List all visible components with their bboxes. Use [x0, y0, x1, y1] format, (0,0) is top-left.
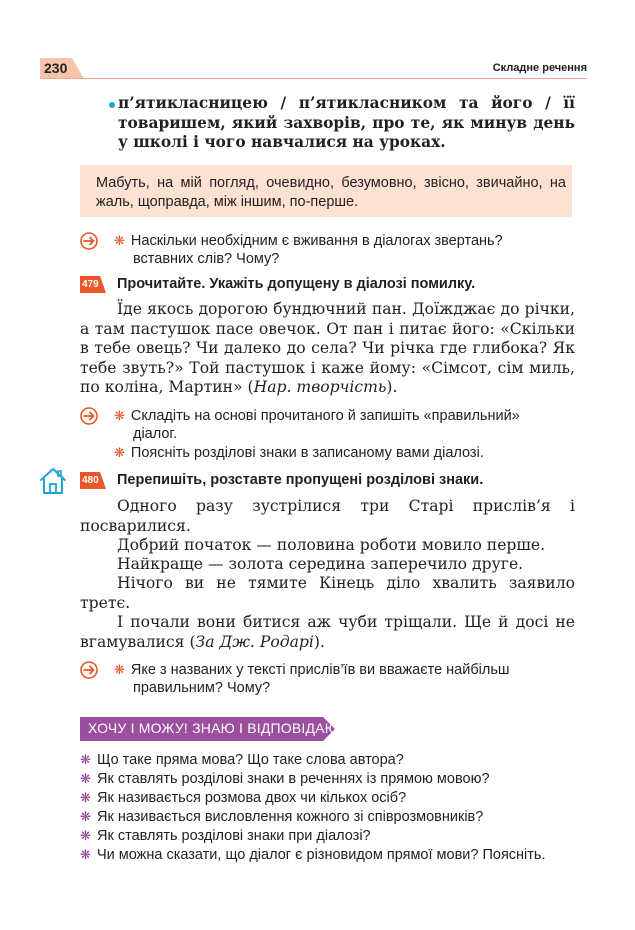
asterisk-icon: ❋ [80, 809, 91, 824]
task-line: Поясніть розділові знаки в записаному вами діалозі. [130, 445, 484, 461]
asterisk-icon: ❋ [114, 408, 125, 423]
exercise-paragraph: Одного разу зустрілися три Старі прислів’я і посварилися. [80, 497, 575, 535]
arrow-right-icon [80, 661, 98, 679]
task-item [114, 661, 576, 679]
exercise-paragraph: Найкраще — золота середина заперечило друге. [117, 555, 524, 573]
text-body: І почали вони битися аж чуби тріщали. Ще й досі не вгамувалися ( [80, 613, 575, 651]
asterisk-icon: ❋ [80, 790, 91, 805]
task-question-cont: вставних слів? Чому? [133, 251, 280, 267]
task-question [114, 232, 576, 250]
task-item [114, 407, 576, 425]
task-line: Яке з названих у тексті прислів’їв ви вважаєте найбільш [130, 662, 510, 678]
question-text: Як називається висловлення кожного зі співрозмовників? [97, 809, 484, 825]
asterisk-icon: ❋ [80, 828, 91, 843]
page-number: 230 [44, 60, 68, 76]
exercise-paragraph: Добрий початок — половина роботи мовило перше. [117, 536, 546, 554]
asterisk-icon: ❋ [114, 445, 125, 460]
task-line: Наскільки необхідним є вживання в діалогах звертань? [130, 233, 503, 249]
text-body: Їде якось дорогою бундючний пан. Доїжджає до річки, а там пастушок пасе овечок. От пан і питає його: «Скільки в тебе овець? Чи далеко до села? Чи річка где глибока? Як тебе звуть?» Той пастушок і каже йому: «Сімсот, сім миль, по коліна, Мартин» ( [80, 300, 575, 396]
text-end: ). [313, 632, 325, 651]
task-item-cont: правильним? Чому? [133, 680, 271, 696]
info-box-text: Мабуть, на мій погляд, очевидно, безумовно, звісно, звичайно, на жаль, щоправда, між іншим, по-перше. [96, 175, 566, 210]
header-divider [40, 78, 587, 79]
running-title: Складне речення [492, 62, 587, 74]
bullet-dot-icon [109, 102, 115, 108]
exercise-number: 480 [82, 475, 99, 486]
exercise-title: Прочитайте. Укажіть допущену в діалозі помилку. [117, 276, 476, 292]
question-text: Як ставлять розділові знаки при діалозі? [97, 828, 371, 844]
task-line: Складіть на основі прочитаного й запишіть «правильний» [130, 408, 520, 424]
exercise-title: Перепишіть, розставте пропущені розділові знаки. [117, 472, 484, 488]
question-text: Чи можна сказати, що діалог є різновидом прямої мови? Поясніть. [97, 847, 546, 863]
question-text: Що таке пряма мова? Що таке слова автора? [97, 752, 404, 768]
question-text: Як ставлять розділові знаки в реченнях із прямою мовою? [97, 771, 490, 787]
text-end: ). [386, 378, 398, 396]
bullet-text: п’ятикласницею / п’ятикласником та його / її товаришем, який захворів, про те, як минув день у школі і чого навчалися на уроках. [118, 94, 575, 151]
exercise-text [80, 300, 575, 398]
task-item [114, 444, 576, 462]
arrow-right-icon [80, 407, 98, 425]
text-source: Нар. творчість [253, 378, 387, 396]
home-icon [38, 466, 68, 496]
arrow-right-icon [80, 232, 98, 250]
exercise-number: 479 [82, 279, 99, 290]
text-source: За Дж. Родарі [195, 632, 314, 651]
asterisk-icon: ❋ [114, 233, 125, 248]
bullet-item [118, 94, 575, 153]
question-text: Як називається розмова двох чи кількох осіб? [97, 790, 407, 806]
exercise-paragraph [80, 613, 575, 652]
asterisk-icon: ❋ [80, 847, 91, 862]
asterisk-icon: ❋ [114, 662, 125, 677]
section-banner-title: ХОЧУ І МОЖУ! ЗНАЮ І ВІДПОВІДАЮ! [88, 720, 344, 736]
task-item-cont: діалог. [133, 426, 177, 442]
asterisk-icon: ❋ [80, 752, 91, 767]
exercise-paragraph: Нічого ви не тямите Кінець діло хвалить заявило третє. [80, 574, 575, 612]
asterisk-icon: ❋ [80, 771, 91, 786]
